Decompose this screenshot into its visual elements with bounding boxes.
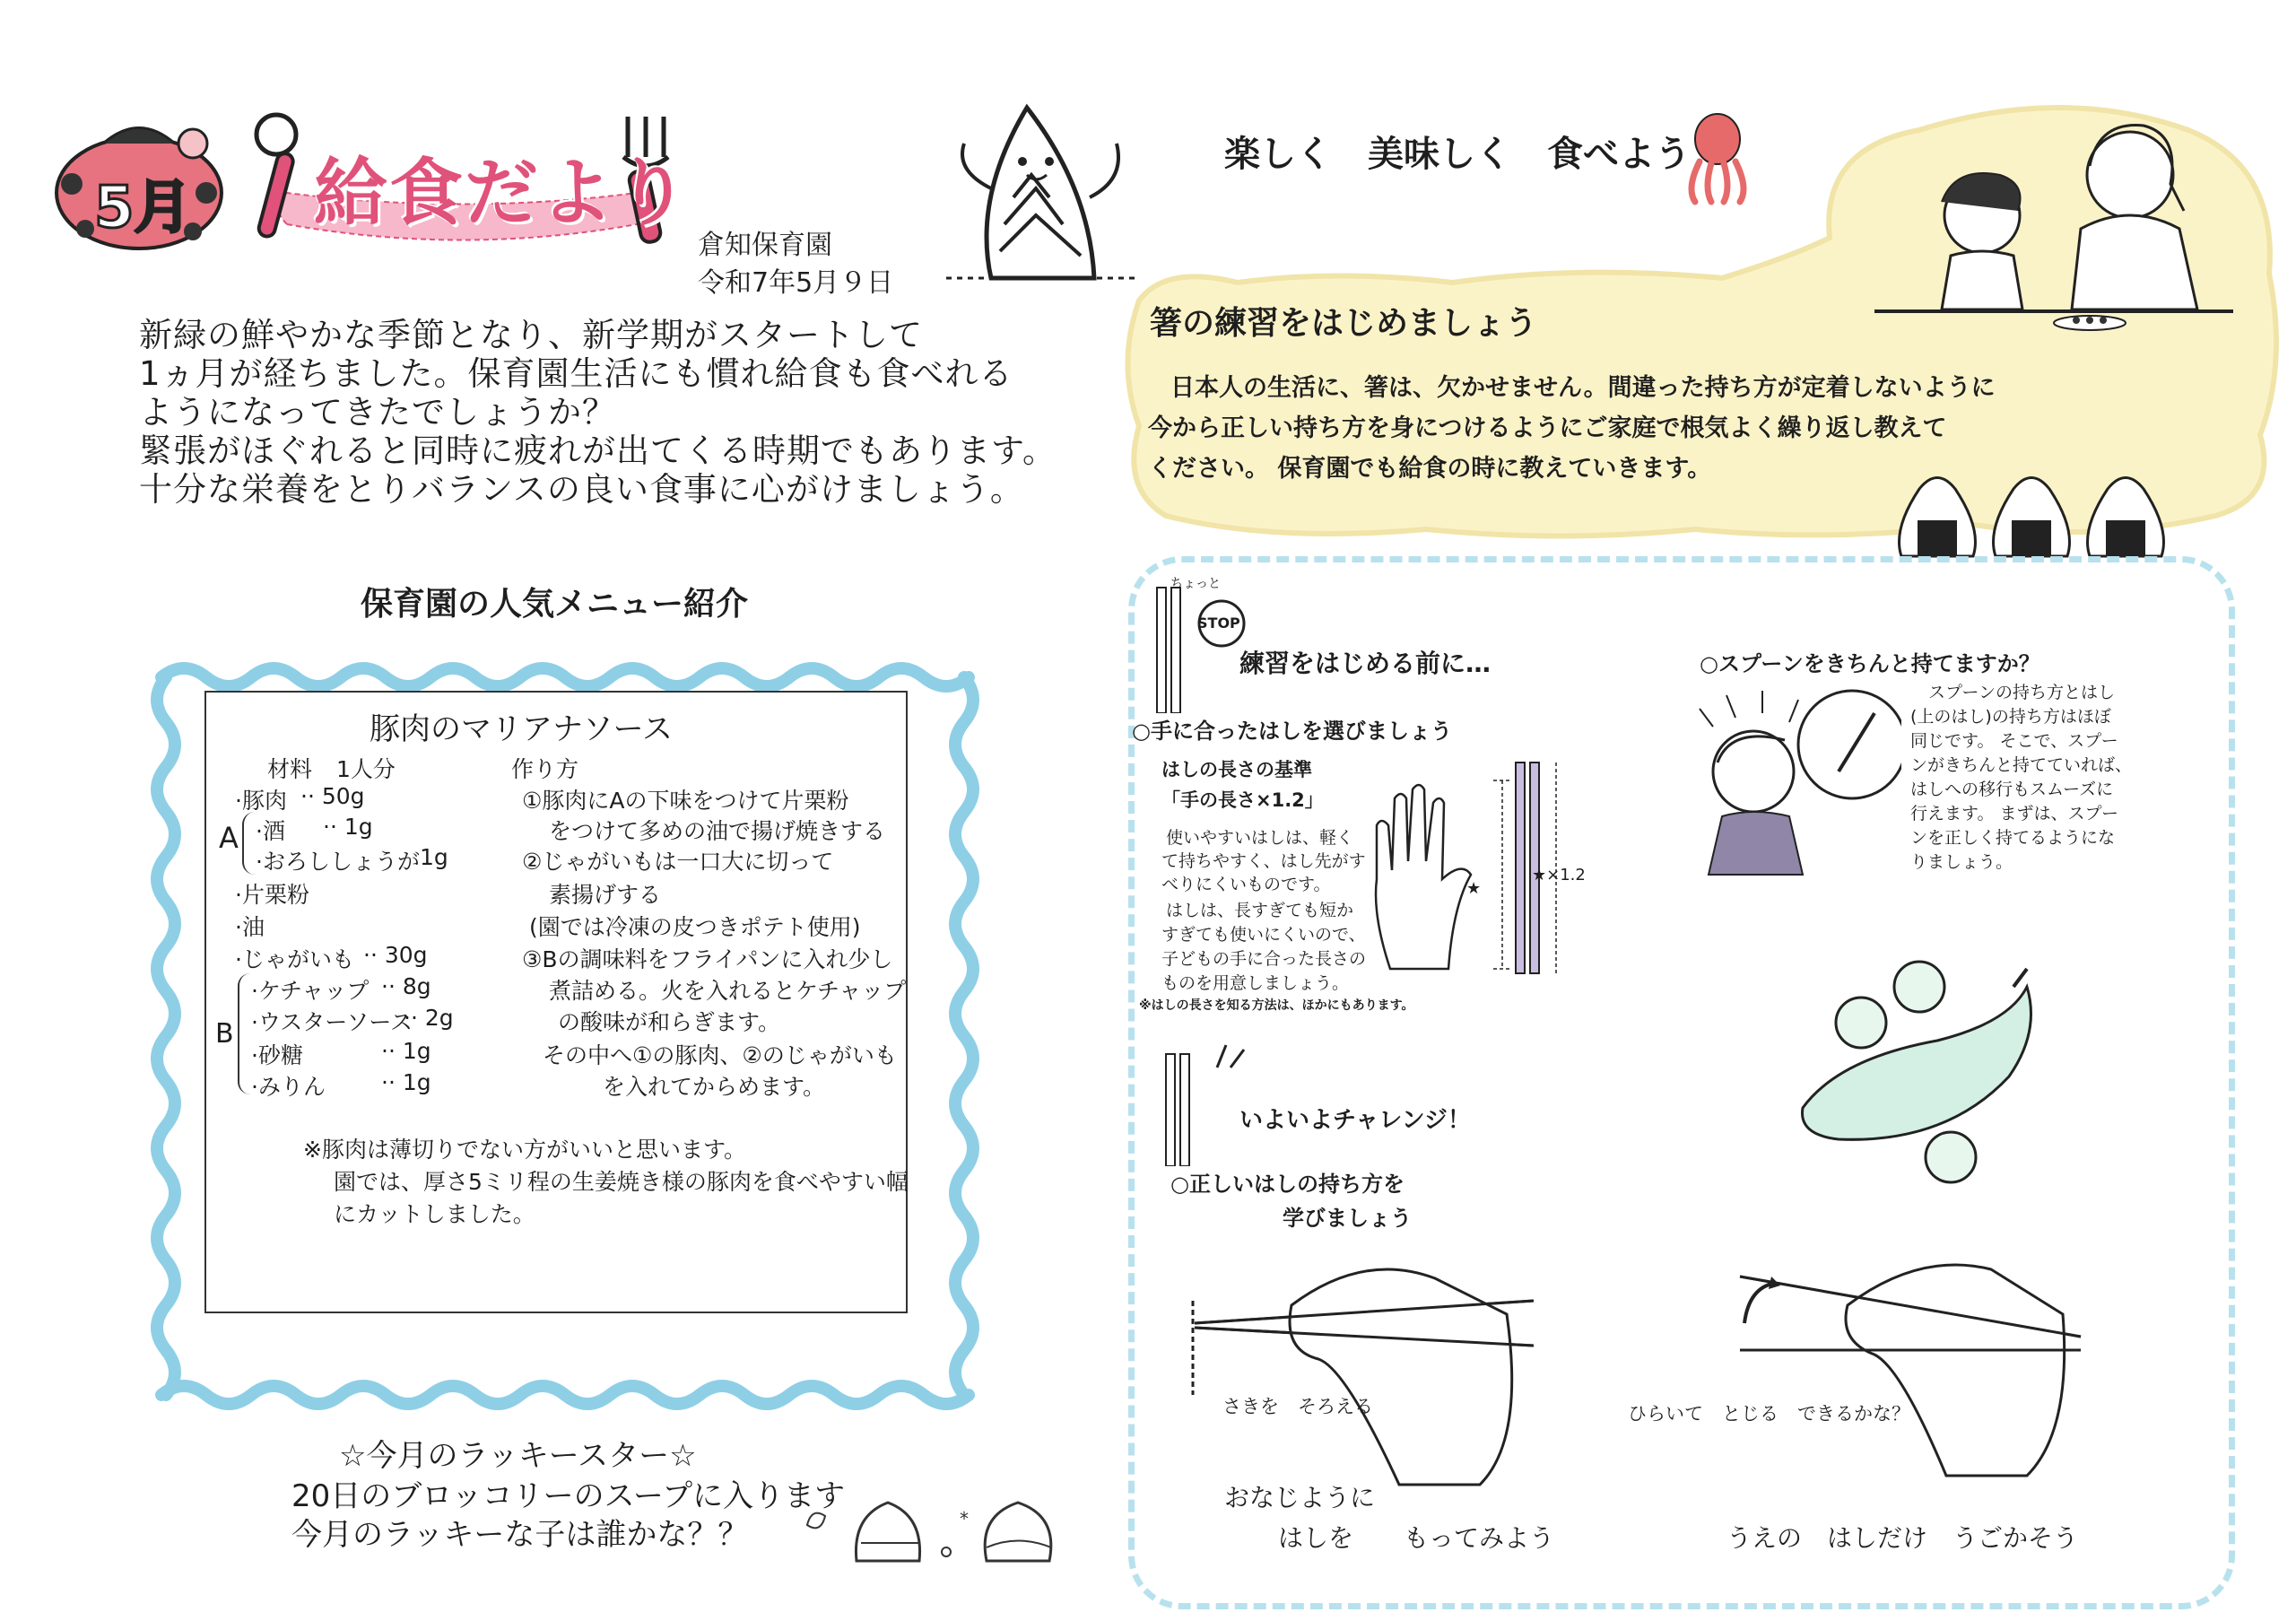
method-step: ②じゃがいもは一口大に切って: [522, 849, 834, 875]
month-badge-label: 5月: [94, 175, 192, 241]
ingredient-amount: 1g: [420, 844, 448, 870]
choose-chopsticks-heading: ○手に合ったはしを選びましょう: [1132, 719, 1452, 744]
lucky-star-title: ☆今月のラッキースター☆: [339, 1438, 697, 1474]
length-standard-label: はしの長さの基準: [1161, 759, 1312, 780]
method-step: ③Bの調味料をフライパンに入れ少し: [522, 946, 893, 972]
stop-sign-label: STOP: [1197, 614, 1240, 632]
ingredient-amount: ·· 50g: [300, 783, 365, 809]
smiling-beans-pod-icon: [1785, 951, 2045, 1202]
intro-line-3: ようになってきたでしょうか？: [139, 393, 616, 431]
spoon-text-line: ンがきちんと持てていれば、: [1910, 755, 2133, 775]
slogan: 楽しく 美味しく 食べよう: [1224, 134, 1691, 175]
recipe-title: 豚肉のマリアナソース: [370, 711, 673, 747]
spoon-heading: ○スプーンをきちんと持てますか？: [1700, 651, 2040, 676]
ingredient-name: ·じゃがいも: [235, 946, 354, 972]
challenge-heading: いよいよチャレンジ！: [1239, 1107, 1471, 1134]
spoon-text-line: (上のはし)の持ち方はほぼ: [1910, 707, 2111, 727]
ingredient-name: ·みりん: [251, 1074, 326, 1100]
ingredient-name: ·油: [235, 914, 265, 940]
ingredient-amount: ·· 30g: [363, 942, 428, 968]
method-step: をつけて多めの油で揚げ焼きする: [549, 818, 886, 844]
group-b-label: B: [215, 1018, 234, 1050]
newsletter-title: 給食だより: [314, 151, 691, 236]
caption-open-close: ひらいて とじる できるかな？: [1628, 1403, 1910, 1425]
hand-open-close-diagram: [1722, 1251, 2099, 1485]
before-practice-heading: 練習をはじめる前に…: [1239, 649, 1492, 678]
ingredient-name: ·砂糖: [251, 1042, 303, 1068]
method-step: 素揚げする: [549, 882, 662, 908]
method-step: 煮詰める。火を入れるとケチャップ: [549, 978, 907, 1004]
recipe-note: 園では、厚さ5ミリ程の生姜焼き様の豚肉を食べやすい幅: [334, 1169, 909, 1195]
serving-size: 1人分: [336, 756, 396, 782]
chopstick-length-star: ★×1.2: [1532, 866, 1586, 885]
ingredients-label: 材料: [267, 756, 313, 782]
intro-line-4: 緊張がほぐれると同時に疲れが出てくる時期でもあります。: [139, 431, 1057, 470]
ingredient-amount: ·· 1g: [381, 1069, 431, 1095]
child-holding-spoon-illustration: [1686, 682, 1901, 879]
chopsticks-section-title: 箸の練習をはじめましょう: [1150, 305, 1538, 342]
spoon-text-line: ンを正しく持てるようにな: [1910, 828, 2116, 848]
intro-line-5: 十分な栄養をとりバランスの良い食事に心がけましょう。: [139, 470, 1024, 509]
length-text-line: 子どもの手に合った長さの: [1161, 949, 1367, 969]
ingredient-name: ·ウスターソース: [251, 1009, 413, 1035]
ingredient-name: ·おろししょうが: [256, 849, 420, 875]
hand-align-tips-diagram: [1184, 1260, 1561, 1494]
length-text-line: 使いやすいはしは、軽く: [1166, 828, 1354, 848]
length-formula-label: 「手の長さ×1.2」: [1161, 789, 1324, 811]
school-name: 倉知保育園: [698, 230, 832, 261]
method-step: その中へ①の豚肉、②のじゃがいも: [543, 1042, 897, 1068]
bottom-instruction-left: おなじように: [1224, 1483, 1376, 1512]
recipe-note: ※豚肉は薄切りでない方がいいと思います。: [303, 1137, 746, 1163]
chopsticks-body-line: 日本人の生活に、箸は、欠かせません。間違った持ち方が定着しないように: [1170, 374, 1996, 402]
broccoli-characters-icon: [798, 1489, 1067, 1570]
caption-align-tips: さきを そろえる: [1222, 1396, 1373, 1417]
hand-length-star: ★: [1466, 879, 1482, 898]
spoon-text-line: 行えます。 まずは、スプー: [1910, 804, 2118, 824]
correct-grip-line: ○正しいはしの持ち方を: [1170, 1172, 1405, 1197]
ingredient-name: ·ケチャップ: [251, 978, 370, 1004]
ingredient-amount: ·· 1g: [381, 1038, 431, 1064]
length-note: ※はしの長さを知る方法は、ほかにもあります。: [1139, 998, 1414, 1013]
intro-line-1: 新緑の鮮やかな季節となり、新学期がスタートして: [139, 316, 923, 354]
recipe-note: にカットしました。: [334, 1201, 535, 1227]
rice-balls-icon: [1892, 466, 2179, 565]
length-text-line: ものを用意しましょう。: [1161, 973, 1350, 993]
chopsticks-body-line: ください。 保育園でも給食の時に教えていきます。: [1148, 455, 1712, 483]
method-label: 作り方: [511, 756, 579, 782]
length-text-line: て持ちやすく、はし先がす: [1161, 851, 1366, 871]
correct-grip-line: 学びましょう: [1283, 1206, 1412, 1231]
lucky-star-line: 20日のブロッコリーのスープに入ります: [291, 1478, 846, 1514]
stop-small-label: ちょっと: [1170, 577, 1221, 591]
bottom-instruction-left: はしを もってみよう: [1278, 1523, 1555, 1553]
spoon-text-line: スプーンの持ち方とはし: [1928, 683, 2116, 702]
intro-line-2: 1ヵ月が経ちました。保育園生活にも慣れ給食も食べれる: [139, 354, 1013, 393]
ingredient-amount: ·· 8g: [381, 973, 431, 999]
ingredient-name: ·酒: [256, 818, 285, 844]
menu-section-title: 保育園の人気メニュー紹介: [361, 586, 749, 623]
spoon-text-line: 同じです。 そこで、スプー: [1910, 731, 2118, 751]
spoon-text-line: りましょう。: [1910, 852, 2013, 872]
ingredient-name: ·豚肉: [235, 788, 287, 814]
parent-child-cooking-illustration: [1874, 112, 2233, 336]
svg-text:*: *: [960, 1508, 969, 1529]
method-step: を入れてからめます。: [603, 1074, 826, 1100]
ingredient-amount: ·· 2g: [404, 1005, 454, 1031]
method-step: (園では冷凍の皮つきポテト使用): [529, 914, 861, 940]
ingredient-name: ·片栗粉: [235, 882, 309, 908]
ingredient-amount: ·· 1g: [323, 814, 373, 840]
chopsticks-body-line: 今から正しい持ち方を身につけるようにご家庭で根気よく繰り返し教えて: [1148, 414, 1947, 442]
group-a-label: A: [219, 821, 239, 855]
length-text-line: はしは、長すぎても短か: [1166, 901, 1354, 920]
method-step: ①豚肉にAの下味をつけて片栗粉: [522, 788, 849, 814]
bottom-instruction-right: うえの はしだけ うごかそう: [1726, 1523, 2079, 1553]
method-step: の酸味が和らぎます。: [558, 1009, 781, 1035]
length-text-line: すぎても使いにくいので、: [1161, 925, 1366, 945]
group-a-bracket: [242, 812, 257, 875]
group-b-bracket: [238, 973, 252, 1094]
spoon-text-line: はしへの移行もスムーズに: [1910, 780, 2114, 799]
issue-date: 令和7年5月９日: [698, 267, 894, 299]
lucky-star-line: 今月のラッキーな子は誰かな？？: [291, 1517, 749, 1553]
length-text-line: べりにくいものです。: [1161, 875, 1331, 894]
